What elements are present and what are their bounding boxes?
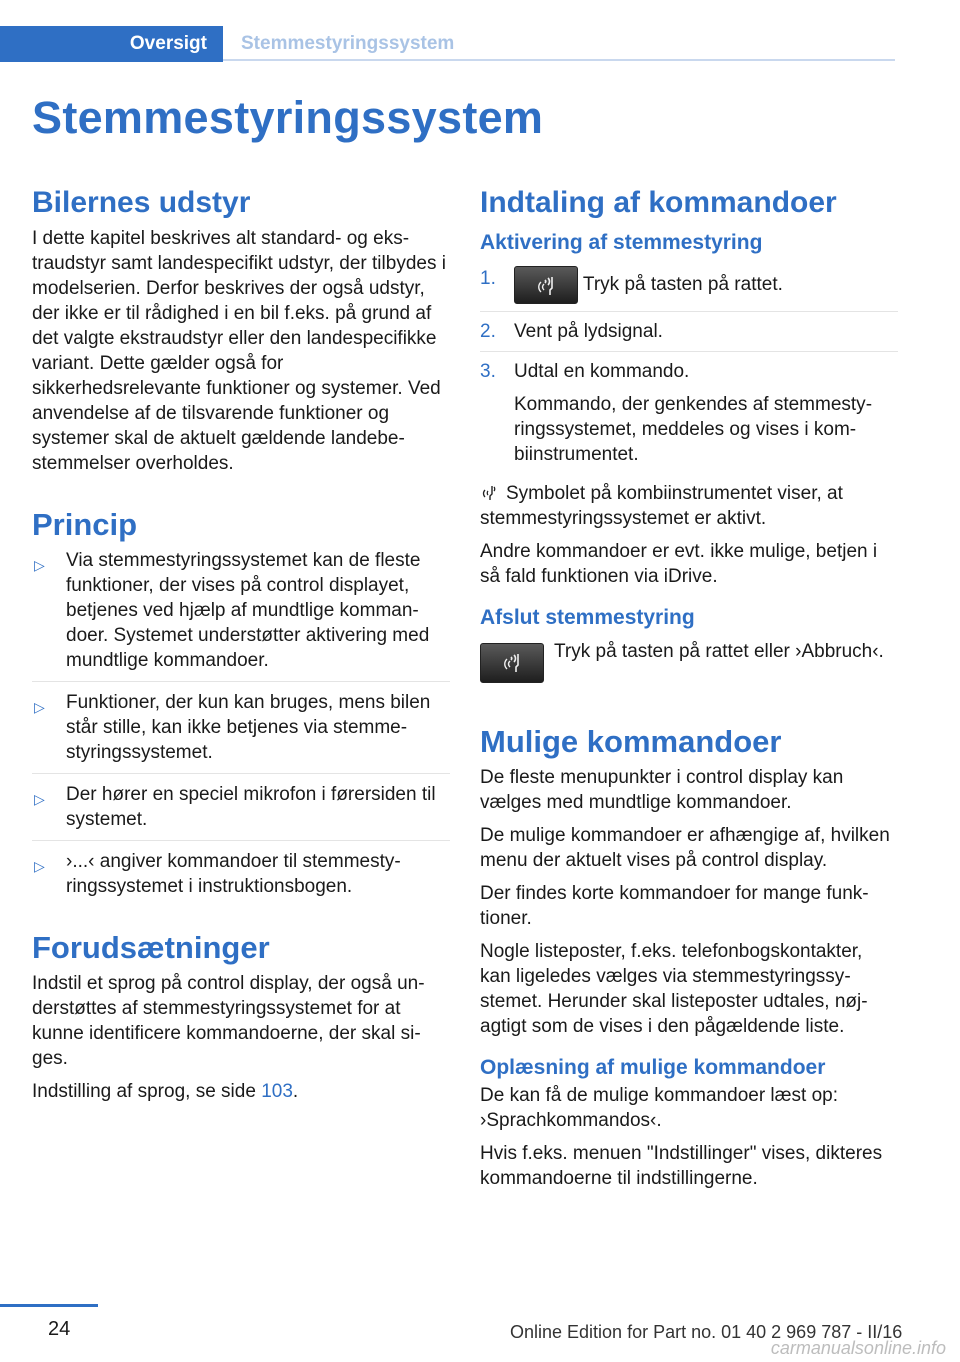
bilernes-heading: Bilernes udstyr bbox=[32, 186, 251, 219]
watermark: carmanualsonline.info bbox=[770, 1338, 946, 1358]
page-title: Stemmestyringssystem bbox=[32, 92, 544, 143]
voice-button-image bbox=[514, 266, 578, 304]
indtaling-heading: Indtaling af kommandoer bbox=[480, 186, 837, 219]
tab-oversigt-label: Oversigt bbox=[129, 33, 207, 54]
afslut-text: Tryk på tasten på rattet eller ›Abbruch‹. bbox=[554, 641, 884, 662]
list-item: 3. Udtal en kommando. Kommando, der genkendes af stemmestyringssystemet, meddeles og vises i kombiinstrumentet. bbox=[480, 359, 898, 474]
triangle-bullet-icon: ▷ bbox=[34, 791, 45, 807]
mulige-p3: Der findes korte kommandoer for mange funktioner. bbox=[480, 883, 869, 929]
oplaesning-heading: Oplæsning af mulige kommandoer bbox=[480, 1056, 826, 1079]
list-item: ▷ Funktioner, der kun kan bruges, mens bilen står stille, kan ikke betjenes via stemmestyringssystemet. bbox=[32, 690, 450, 774]
mulige-p1: De fleste menupunkter i control display kan vælges med mundtlige kommandoer. bbox=[480, 767, 844, 813]
other-commands-text: Andre kommandoer er evt. ikke mulige, betjen i så fald funktionen via iDrive. bbox=[480, 541, 878, 587]
forudsaetninger-heading: Forudsætninger bbox=[32, 930, 270, 965]
tab-stemmestyringssystem[interactable]: Stemmestyringssystem bbox=[241, 33, 455, 54]
left-column bbox=[32, 184, 450, 1112]
footer-divider bbox=[0, 1304, 98, 1307]
edition-text: Online Edition for Part no. 01 40 2 969 787 - II/16 bbox=[510, 1322, 903, 1342]
page-link-103[interactable]: 103 bbox=[261, 1081, 293, 1102]
princip-list bbox=[32, 548, 450, 907]
bilernes-text: I dette kapitel beskrives alt standard- og ekstraudstyr samt landespecifikt udstyr, der tilbydes i modelserien. Derfor beskrives der også udstyr, der ikke er til rådighed i en bil f.eks. på grund af det valgte ekstraudstyr eller den landespecifikke variant. Dette gælder også for sikkerhedsrelevante funktioner og systemer. Ved anvendelse af de tilsvarende funktioner og systemer skal de aktuelt gældende landebestemmelser overholdes. bbox=[32, 228, 446, 474]
voice-symbol-icon bbox=[480, 484, 500, 502]
mulige-p2: De mulige kommandoer er afhængige af, hvilken menu der aktuelt vises på control display. bbox=[480, 825, 890, 871]
forudsaetninger-text: Indstil et sprog på control display, der også understøttes af stemmestyringssystemet for at kunne identificere kommandoerne, der skal siges. bbox=[32, 973, 425, 1069]
page-number: 24 bbox=[48, 1318, 71, 1340]
triangle-bullet-icon: ▷ bbox=[34, 858, 45, 874]
voice-button-image bbox=[480, 643, 544, 683]
page-header bbox=[0, 0, 895, 62]
voice-control-icon bbox=[500, 652, 526, 674]
aktivering-steps bbox=[480, 266, 898, 474]
list-item: ▷ Der hører en speciel mikrofon i førersiden til systemet. bbox=[32, 782, 450, 841]
right-column bbox=[480, 184, 898, 1199]
voice-control-icon bbox=[534, 275, 560, 297]
princip-heading: Princip bbox=[32, 507, 138, 542]
list-item: 1. Tryk på tasten på rattet. bbox=[480, 266, 898, 312]
afslut-heading: Afslut stemmestyring bbox=[480, 606, 695, 629]
aktivering-heading: Aktivering af stemmestyring bbox=[480, 231, 763, 254]
header-divider bbox=[223, 59, 895, 61]
sprog-reference: Indstilling af sprog, se side 103. bbox=[32, 1081, 299, 1102]
symbol-text: Symbolet på kombiinstrumentet viser, at stemmestyringssystemet er aktivt. bbox=[480, 483, 843, 529]
mulige-p4: Nogle listeposter, f.eks. telefonbogskontakter, kan ligeledes vælges via stemmestyringssystemet. Herunder skal listeposter udtales, nøjagtigt som de vises i den pågældende liste. bbox=[480, 941, 868, 1037]
oplaesning-p1: De kan få de mulige kommandoer læst op: ›Sprachkommandos‹. bbox=[480, 1085, 839, 1131]
afslut-row bbox=[480, 639, 898, 683]
triangle-bullet-icon: ▷ bbox=[34, 557, 45, 573]
tab-oversigt[interactable] bbox=[0, 26, 223, 62]
triangle-bullet-icon: ▷ bbox=[34, 699, 45, 715]
list-item: 2. Vent på lydsignal. bbox=[480, 319, 898, 352]
oplaesning-p2: Hvis f.eks. menuen "Indstillinger" vises, dikteres kommandoerne til indstillingerne. bbox=[480, 1143, 883, 1189]
mulige-heading: Mulige kommandoer bbox=[480, 724, 782, 759]
list-item: ▷ Via stemmestyringssystemet kan de fleste funktioner, der vises på control displayet, betjenes ved hjælp af mundtlige kommandoer. Systemet understøtter aktivering med mundtlige kommandoer. bbox=[32, 548, 450, 682]
step3-extra: Kommando, der genkendes af stemmestyringssystemet, meddeles og vises i kombiinstrumentet. bbox=[514, 394, 873, 465]
list-item: ▷ ›...‹ angiver kommandoer til stemmestyringssystemet i instruktionsbogen. bbox=[34, 851, 401, 897]
